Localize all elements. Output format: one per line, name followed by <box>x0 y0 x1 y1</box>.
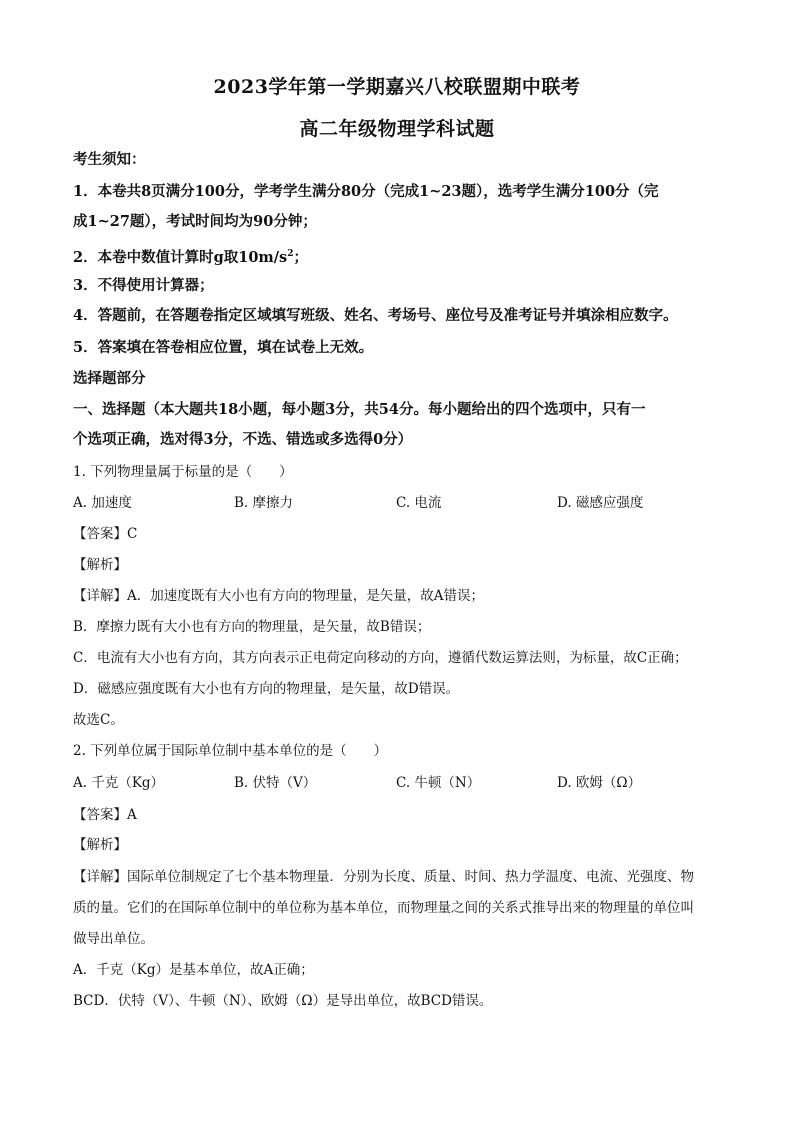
question-1-option-d: D. 磁感应强度 <box>557 495 644 511</box>
question-2-detail-3: 做导出单位。 <box>73 931 154 947</box>
notice-heading: 考生须知： <box>73 151 146 168</box>
exam-subtitle: 高二年级物理学科试题 <box>299 118 495 140</box>
question-1-detail-3: C．电流有大小也有方向，其方向表示正电荷定向移动的方向，遵循代数运算法则，为标量，故C正确； <box>73 650 688 666</box>
question-2-detail-2: 质的量。它们的在国际单位制中的单位称为基本单位，而物理量之间的关系式推导出来的物理量的单位叫 <box>73 900 694 916</box>
section-part-label: 选择题部分 <box>73 370 146 387</box>
question-1-detail-4: D．磁感应强度既有大小也有方向的物理量，是矢量，故D错误。 <box>73 681 460 697</box>
notice-item-1a: 1．本卷共8页满分100分，学考学生满分80分（完成1~23题），选考学生满分100分（完 <box>73 183 659 200</box>
question-2-option-d: D. 欧姆（Ω） <box>557 775 642 791</box>
notice-item-5: 5．答案填在答卷相应位置，填在试卷上无效。 <box>73 339 374 356</box>
question-1-option-c: C. 电流 <box>396 495 442 511</box>
question-1-detail-2: B．摩擦力既有大小也有方向的物理量，是矢量，故B错误； <box>73 619 431 635</box>
question-2-stem: 2. 下列单位属于国际单位制中基本单位的是（ ） <box>73 743 388 759</box>
section-instructions-1: 一、选择题（本大题共18小题，每小题3分，共54分。每小题给出的四个选项中，只有一 <box>73 401 646 418</box>
question-2-analysis-label: 【解析】 <box>73 837 127 853</box>
question-2-option-b: B. 伏特（V） <box>234 775 317 791</box>
question-2-detail-1: 【详解】国际单位制规定了七个基本物理量．分别为长度、质量、时间、热力学温度、电流、光强度、物 <box>73 869 694 885</box>
notice-item-1b: 成1~27题），考试时间均为90分钟； <box>73 213 317 230</box>
question-2-option-c: C. 牛顿（N） <box>396 775 481 791</box>
question-1-analysis-label: 【解析】 <box>73 557 127 573</box>
question-1-answer: 【答案】C <box>73 526 138 542</box>
question-1-conclusion: 故选C。 <box>73 712 124 728</box>
section-instructions-2: 个选项正确，选对得3分，不选、错选或多选得0分） <box>73 431 413 448</box>
question-2-detail-4: A．千克（Kg）是基本单位，故A正确； <box>73 962 314 978</box>
notice-item-3: 3．不得使用计算器； <box>73 277 214 294</box>
question-1-stem: 1. 下列物理量属于标量的是（ ） <box>73 464 293 480</box>
question-1-option-a: A. 加速度 <box>73 495 132 511</box>
question-1-option-b: B. 摩擦力 <box>234 495 294 511</box>
question-2-answer: 【答案】A <box>73 807 137 823</box>
notice-item-2: 2．本卷中数值计算时g取$10m/s^2$； <box>73 248 308 266</box>
exam-title: 2023学年第一学期嘉兴八校联盟期中联考 <box>213 76 581 98</box>
question-1-detail-1: 【详解】A．加速度既有大小也有方向的物理量，是矢量，故A错误； <box>73 588 484 604</box>
question-2-detail-5: BCD．伏特（V）、牛顿（N）、欧姆（Ω）是导出单位，故BCD错误。 <box>73 993 493 1009</box>
question-2-option-a: A. 千克（Kg） <box>73 775 165 791</box>
notice-item-4: 4．答题前，在答题卷指定区域填写班级、姓名、考场号、座位号及准考证号并填涂相应数字。 <box>73 307 678 324</box>
